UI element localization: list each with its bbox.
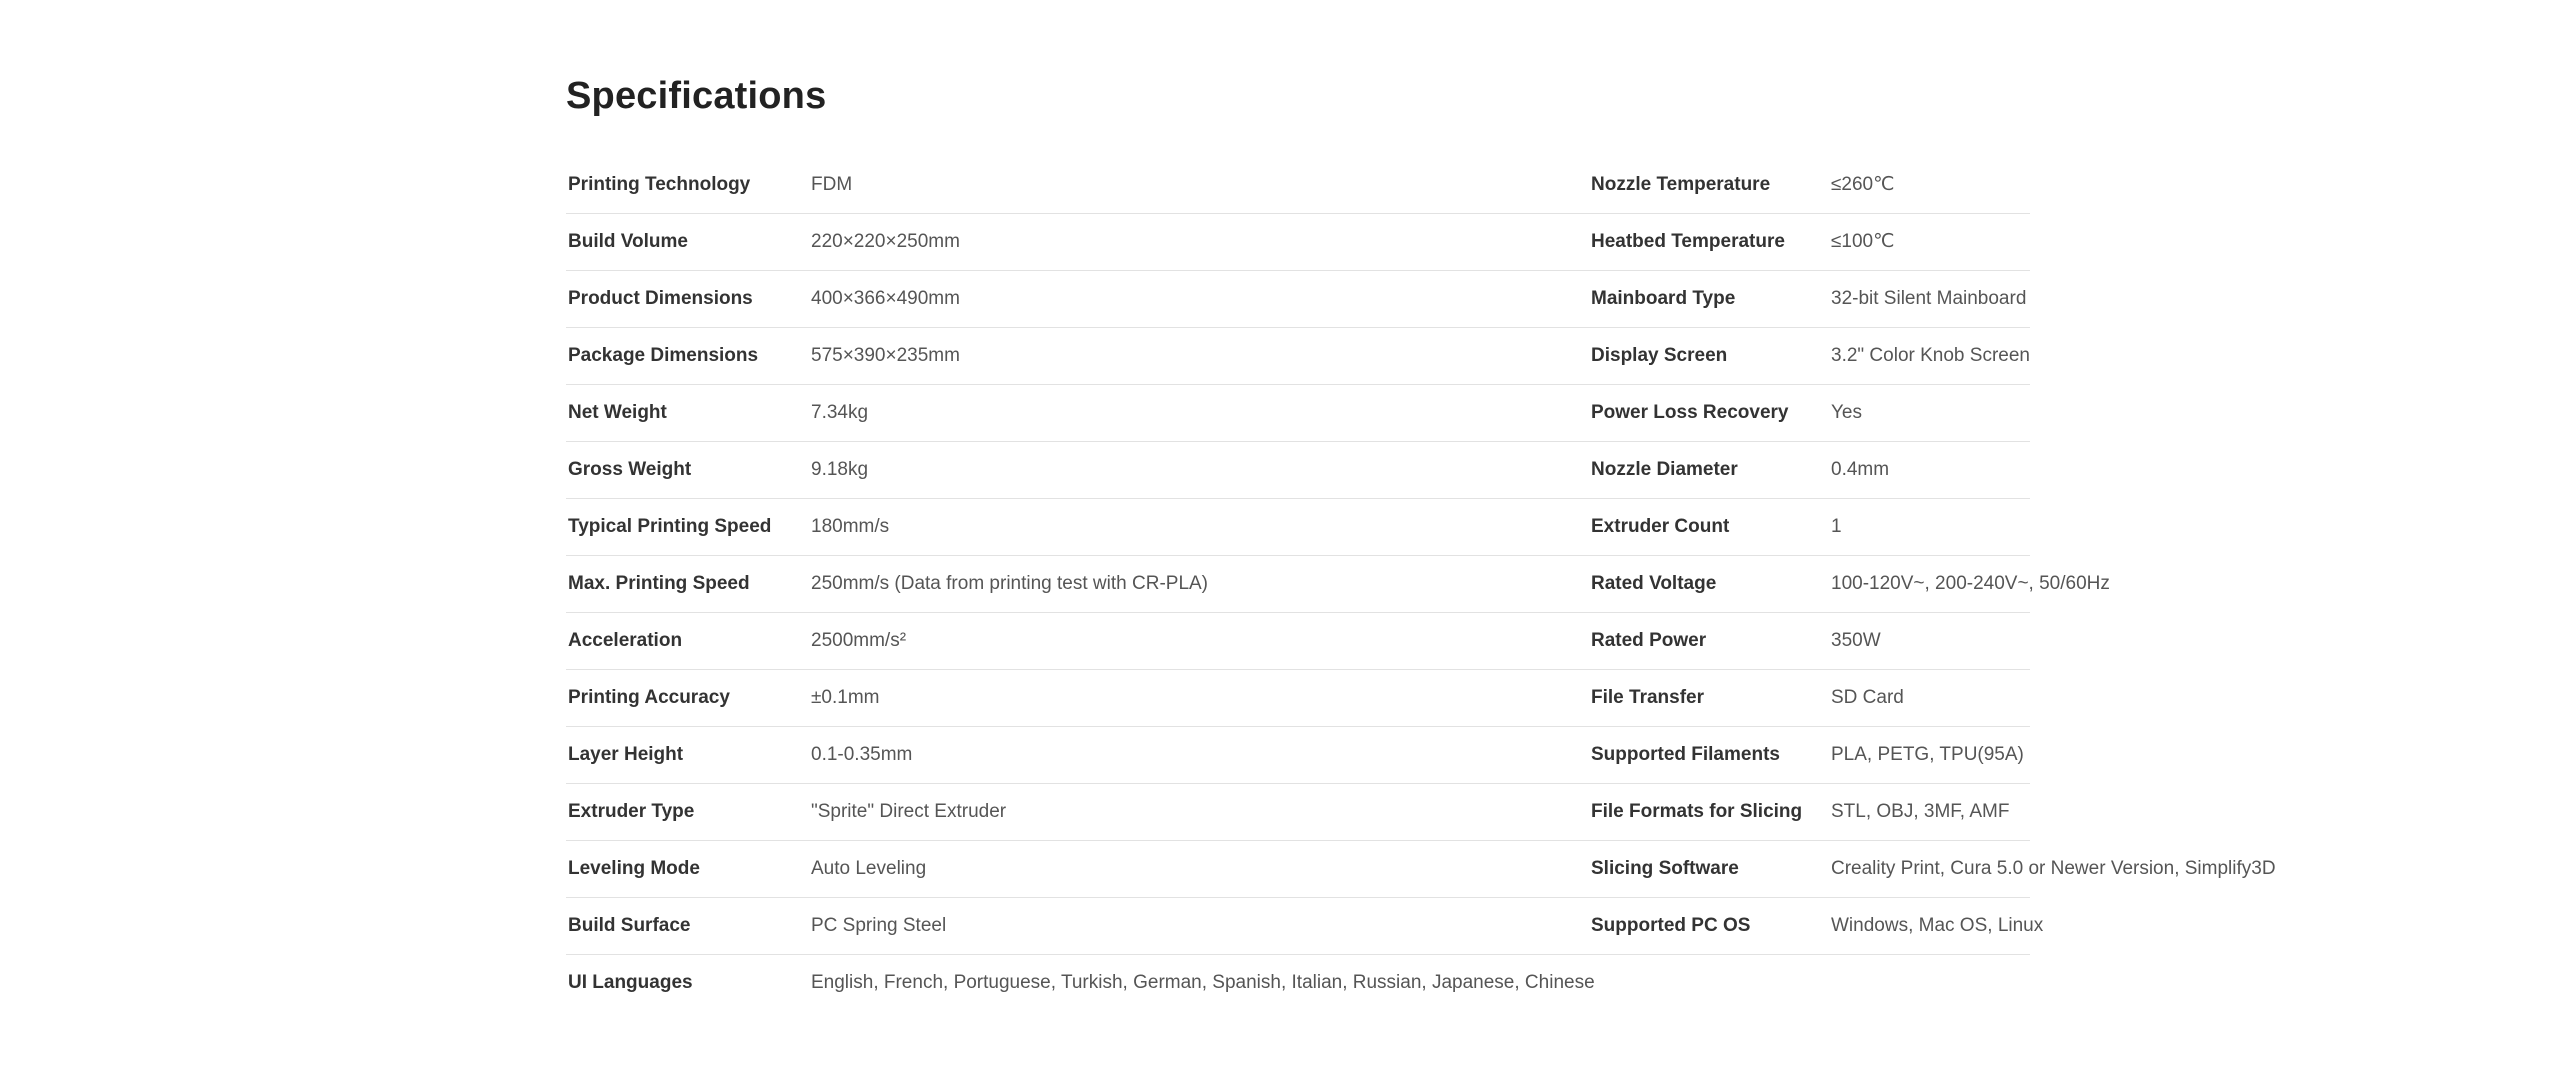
spec-label: Mainboard Type <box>1591 288 1736 309</box>
table-row <box>566 499 2030 556</box>
spec-label: File Formats for Slicing <box>1591 801 1803 822</box>
spec-value: Creality Print, Cura 5.0 or Newer Version, Simplify3D <box>1831 858 2276 879</box>
spec-label: Printing Technology <box>568 174 751 195</box>
table-row <box>566 784 2030 841</box>
spec-value: 1 <box>1831 516 1842 537</box>
spec-value: FDM <box>811 174 853 195</box>
table-row <box>566 556 2110 613</box>
spec-label: Package Dimensions <box>568 345 759 366</box>
table-row <box>566 214 2030 271</box>
spec-value: 350W <box>1831 630 1881 651</box>
spec-value: "Sprite" Direct Extruder <box>811 801 1007 822</box>
spec-value: Auto Leveling <box>811 858 927 879</box>
spec-label: Typical Printing Speed <box>568 516 772 537</box>
specifications-section <box>566 70 2276 993</box>
table-row-ui-languages <box>566 955 2030 1011</box>
spec-value: English, French, Portuguese, Turkish, German, Spanish, Italian, Russian, Japanese, Chinese <box>811 972 1595 993</box>
spec-label: File Transfer <box>1591 687 1704 708</box>
table-row <box>566 898 2044 955</box>
table-row <box>566 670 2030 727</box>
table-row <box>566 442 2030 499</box>
spec-label: Slicing Software <box>1591 858 1739 879</box>
spec-label: UI Languages <box>568 972 693 993</box>
spec-value: 180mm/s <box>811 516 890 537</box>
spec-value: 9.18kg <box>811 459 869 480</box>
spec-label: Net Weight <box>568 402 667 423</box>
spec-value: 100-120V~, 200-240V~, 50/60Hz <box>1831 573 2110 594</box>
spec-value: SD Card <box>1831 687 1904 708</box>
spec-label: Layer Height <box>568 744 684 765</box>
spec-label: Leveling Mode <box>568 858 700 879</box>
spec-label: Product Dimensions <box>568 288 753 309</box>
spec-label: Acceleration <box>568 630 683 651</box>
spec-value: 2500mm/s² <box>811 630 907 651</box>
spec-label: Supported PC OS <box>1591 915 1751 936</box>
spec-value: ≤260℃ <box>1831 174 1895 195</box>
spec-value: 7.34kg <box>811 402 869 423</box>
specs-table <box>566 157 2276 1011</box>
spec-label: Gross Weight <box>568 459 692 480</box>
spec-value: 32-bit Silent Mainboard <box>1831 288 2027 309</box>
spec-value: ≤100℃ <box>1831 231 1895 252</box>
spec-value: STL, OBJ, 3MF, AMF <box>1831 801 2010 822</box>
spec-value: ±0.1mm <box>811 687 880 708</box>
page-title: Specifications <box>566 75 827 117</box>
spec-value: Windows, Mac OS, Linux <box>1831 915 2044 936</box>
spec-label: Extruder Type <box>568 801 695 822</box>
spec-value: 0.4mm <box>1831 459 1890 480</box>
spec-value: 3.2" Color Knob Screen <box>1831 345 2030 366</box>
spec-value: 220×220×250mm <box>811 231 960 252</box>
table-row <box>566 385 2030 442</box>
table-row <box>566 841 2276 898</box>
spec-value: PC Spring Steel <box>811 915 947 936</box>
spec-label: Printing Accuracy <box>568 687 730 708</box>
table-row <box>566 328 2030 385</box>
table-row <box>566 727 2030 784</box>
spec-label: Rated Voltage <box>1591 573 1717 594</box>
spec-label: Display Screen <box>1591 345 1728 366</box>
table-row <box>566 271 2030 328</box>
table-row <box>566 157 2030 214</box>
spec-value: 575×390×235mm <box>811 345 960 366</box>
spec-label: Max. Printing Speed <box>568 573 750 594</box>
spec-label: Heatbed Temperature <box>1591 231 1785 252</box>
spec-label: Build Volume <box>568 231 688 252</box>
spec-label: Rated Power <box>1591 630 1707 651</box>
spec-label: Nozzle Temperature <box>1591 174 1771 195</box>
spec-value: 400×366×490mm <box>811 288 960 309</box>
spec-label: Build Surface <box>568 915 691 936</box>
spec-label: Extruder Count <box>1591 516 1730 537</box>
spec-label: Nozzle Diameter <box>1591 459 1738 480</box>
spec-value: PLA, PETG, TPU(95A) <box>1831 744 2024 765</box>
spec-value: 250mm/s (Data from printing test with CR-PLA) <box>811 573 1209 594</box>
spec-value: 0.1-0.35mm <box>811 744 913 765</box>
spec-label: Power Loss Recovery <box>1591 402 1789 423</box>
spec-value: Yes <box>1831 402 1862 423</box>
spec-label: Supported Filaments <box>1591 744 1780 765</box>
table-row <box>566 613 2030 670</box>
